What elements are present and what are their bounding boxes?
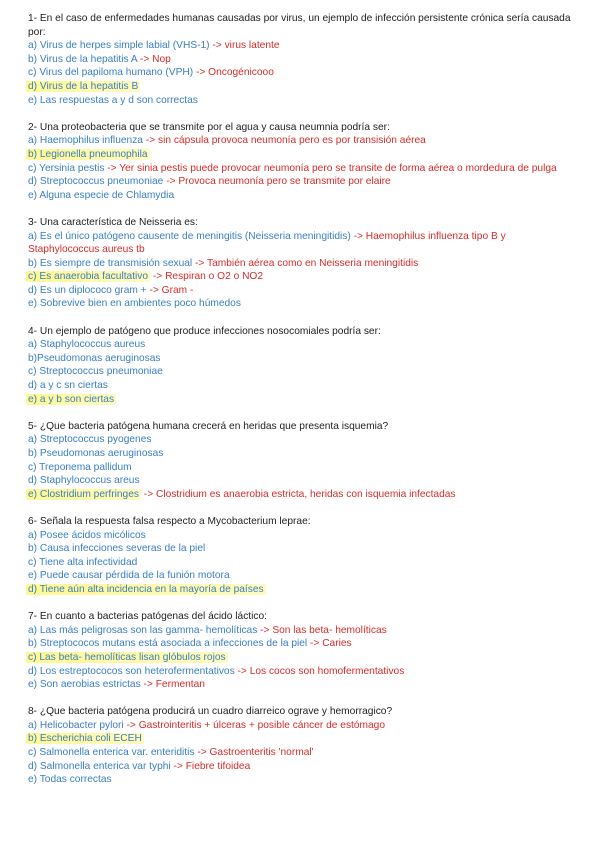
option-label: e) Son aerobias estrictas — [28, 679, 141, 691]
option-label: d) Tiene aún alta incidencia en la mayoría de países — [28, 583, 264, 595]
question-text: 8- ¿Que bacteria patógena producirá un cuadro diarreico ograve y hemorragico? — [28, 706, 393, 718]
option-note: -> Son las beta- hemolíticas — [257, 624, 387, 636]
option-label: b) Es siempre de transmisión sexual — [28, 257, 193, 269]
option-label: c) Salmonella enterica var. enteriditis — [28, 747, 195, 759]
option-label: b) Escherichia coli ECEH — [28, 733, 142, 745]
option — [28, 474, 572, 488]
option-note: -> Yer sinia pestis puede provocar neumonía pero se transite de forma aérea o mordedura de pulga — [104, 162, 557, 174]
option-label: d) Virus de la hepatitis B — [28, 80, 139, 92]
option-note: -> Caries — [307, 638, 352, 650]
option — [28, 461, 572, 475]
option-label: b) Legionella pneumophila — [28, 148, 148, 160]
option-label: b) Streptococos mutans está asociada a infecciones de la piel — [28, 638, 308, 650]
question-block — [28, 12, 572, 107]
option-label: d) Salmonella enterica var typhi — [28, 760, 171, 772]
option — [28, 433, 572, 447]
option-note: -> También aérea como en Neisseria meningitidis — [192, 257, 419, 269]
option-note: -> Oncogénicooo — [193, 67, 274, 79]
option-label: c) Streptococcus pneumoniae — [28, 366, 163, 378]
option — [28, 529, 572, 543]
option — [28, 556, 572, 570]
option-note: -> Gastroenteritis 'normal' — [194, 747, 314, 759]
option — [28, 760, 572, 774]
option-label: a) Haemophilus influenza — [28, 135, 143, 147]
question-block — [28, 515, 572, 597]
option — [28, 338, 572, 352]
option — [28, 637, 572, 651]
option-label: c) Es anaerobia facultativo — [28, 271, 149, 283]
option-label: d) Los estreptococos son heterofermentativos — [28, 665, 235, 677]
option-label: d) Es un diplococo gram + — [28, 284, 147, 296]
question-text: 7- En cuanto a bacterias patógenas del ácido láctico: — [28, 611, 267, 623]
option — [28, 297, 572, 311]
option — [28, 569, 572, 583]
option-label: a) Las más peligrosas son las gamma- hemolíticas — [28, 624, 258, 636]
option-note: -> Fiebre tifoidea — [170, 760, 251, 772]
question-text: 1- En el caso de enfermedades humanas causadas por virus, un ejemplo de infección persistente crónica sería causada por: — [28, 13, 571, 38]
option-note: -> virus latente — [209, 40, 280, 52]
option — [28, 352, 572, 366]
option — [28, 162, 572, 176]
option — [28, 189, 572, 203]
option-correct — [28, 732, 572, 746]
option-correct — [28, 651, 572, 665]
option-note: -> Gram - — [146, 284, 194, 296]
question-block — [28, 610, 572, 692]
option — [28, 447, 572, 461]
option-label: b) Pseudomonas aeruginosas — [28, 448, 164, 459]
question-block — [28, 216, 572, 311]
option-label: a) Posee ácidos micólicos — [28, 529, 146, 541]
option — [28, 284, 572, 298]
question-text: 4- Un ejemplo de patógeno que produce infecciones nosocomiales podría ser: — [28, 325, 381, 337]
option-label: c) Treponema pallidum — [28, 461, 132, 473]
option-correct — [28, 270, 572, 284]
option-label: a) Streptococcus pyogenes — [28, 434, 152, 446]
option-correct — [28, 80, 572, 94]
option — [28, 230, 572, 257]
option-note: -> Provoca neumonía pero se transmite por elaire — [163, 176, 391, 188]
option — [28, 94, 572, 108]
option-label: a) Staphylococcus aureus — [28, 339, 146, 351]
option — [28, 175, 572, 189]
option-label: e) Puede causar pérdida de la funión motora — [28, 570, 230, 582]
option-label: c) Yersinia pestis — [28, 162, 105, 174]
option-label: e) Clostridium perfringes — [28, 488, 139, 500]
question-block — [28, 420, 572, 502]
option-label: a) Virus de herpes simple labial (VHS-1) — [28, 40, 210, 52]
option-correct — [28, 393, 572, 407]
option — [28, 66, 572, 80]
option-label: e) a y b son ciertas — [28, 393, 115, 405]
option-label: a) Es el único patógeno causente de meningitis (Neisseria meningitidis) — [28, 230, 351, 242]
option — [28, 746, 572, 760]
option-note: -> Gastrointeritis + úlceras + posible cáncer de estómago — [123, 719, 386, 731]
option-label: e) Sobrevive bien en ambientes poco húmedos — [28, 298, 241, 310]
question-text: 6- Señala la respuesta falsa respecto a Mycobacterium leprae: — [28, 515, 311, 527]
question-block — [28, 705, 572, 787]
option-note: -> sin cápsula provoca neumonía pero es por transisión aérea — [142, 135, 426, 147]
question-block — [28, 325, 572, 407]
option-label: e) Las respuestas a y d son correctas — [28, 94, 198, 106]
option — [28, 665, 572, 679]
question-block — [28, 121, 572, 203]
question-text: 3- Una característica de Neisseria es: — [28, 216, 198, 228]
option — [28, 624, 572, 638]
option — [28, 719, 572, 733]
option-label: c) Las beta- hemolíticas lisan glóbulos rojos — [28, 651, 226, 663]
option-label: b) Causa infecciones severas de la piel — [28, 543, 206, 555]
option-correct — [28, 148, 572, 162]
option-correct — [28, 583, 572, 597]
question-text: 2- Una proteobacteria que se transmite por el agua y causa neumnia podría ser: — [28, 121, 390, 133]
option-note: -> Haemophilus influenza tipo B y Staphylococcus aureus tb — [28, 230, 506, 256]
option — [28, 773, 572, 787]
option — [28, 678, 572, 692]
option — [28, 53, 572, 67]
option — [28, 542, 572, 556]
option-note: -> Clostridium es anaerobia estricta, heridas con isquemia infectadas — [140, 488, 456, 500]
option — [28, 379, 572, 393]
option — [28, 134, 572, 148]
option-note: -> Nop — [137, 53, 171, 65]
option-note: -> Respiran o O2 o NO2 — [150, 271, 264, 283]
option-note: -> Fermentan — [140, 679, 205, 691]
option-label: b)Pseudomonas aeruginosas — [28, 352, 161, 364]
option-label: d) Staphylococcus areus — [28, 475, 140, 487]
option-label: a) Helicobacter pylori — [28, 719, 124, 731]
option — [28, 257, 572, 271]
option-label: c) Tiene alta infectividad — [28, 556, 138, 568]
option-label: e) Todas correctas — [28, 774, 112, 786]
option-correct — [28, 488, 572, 502]
option-note: -> Los cocos son homofermentativos — [234, 665, 405, 677]
option-label: c) Virus del papiloma humano (VPH) — [28, 67, 194, 79]
option-label: d) a y c sn ciertas — [28, 380, 108, 392]
option — [28, 365, 572, 379]
question-text: 5- ¿Que bacteria patógena humana crecerá en heridas que presenta isquemia? — [28, 420, 389, 432]
option-label: b) Virus de la hepatitis A — [28, 53, 138, 65]
option-label: e) Alguna especie de Chlamydia — [28, 189, 175, 201]
option — [28, 39, 572, 53]
option-label: d) Streptococcus pneumoniae — [28, 176, 164, 188]
